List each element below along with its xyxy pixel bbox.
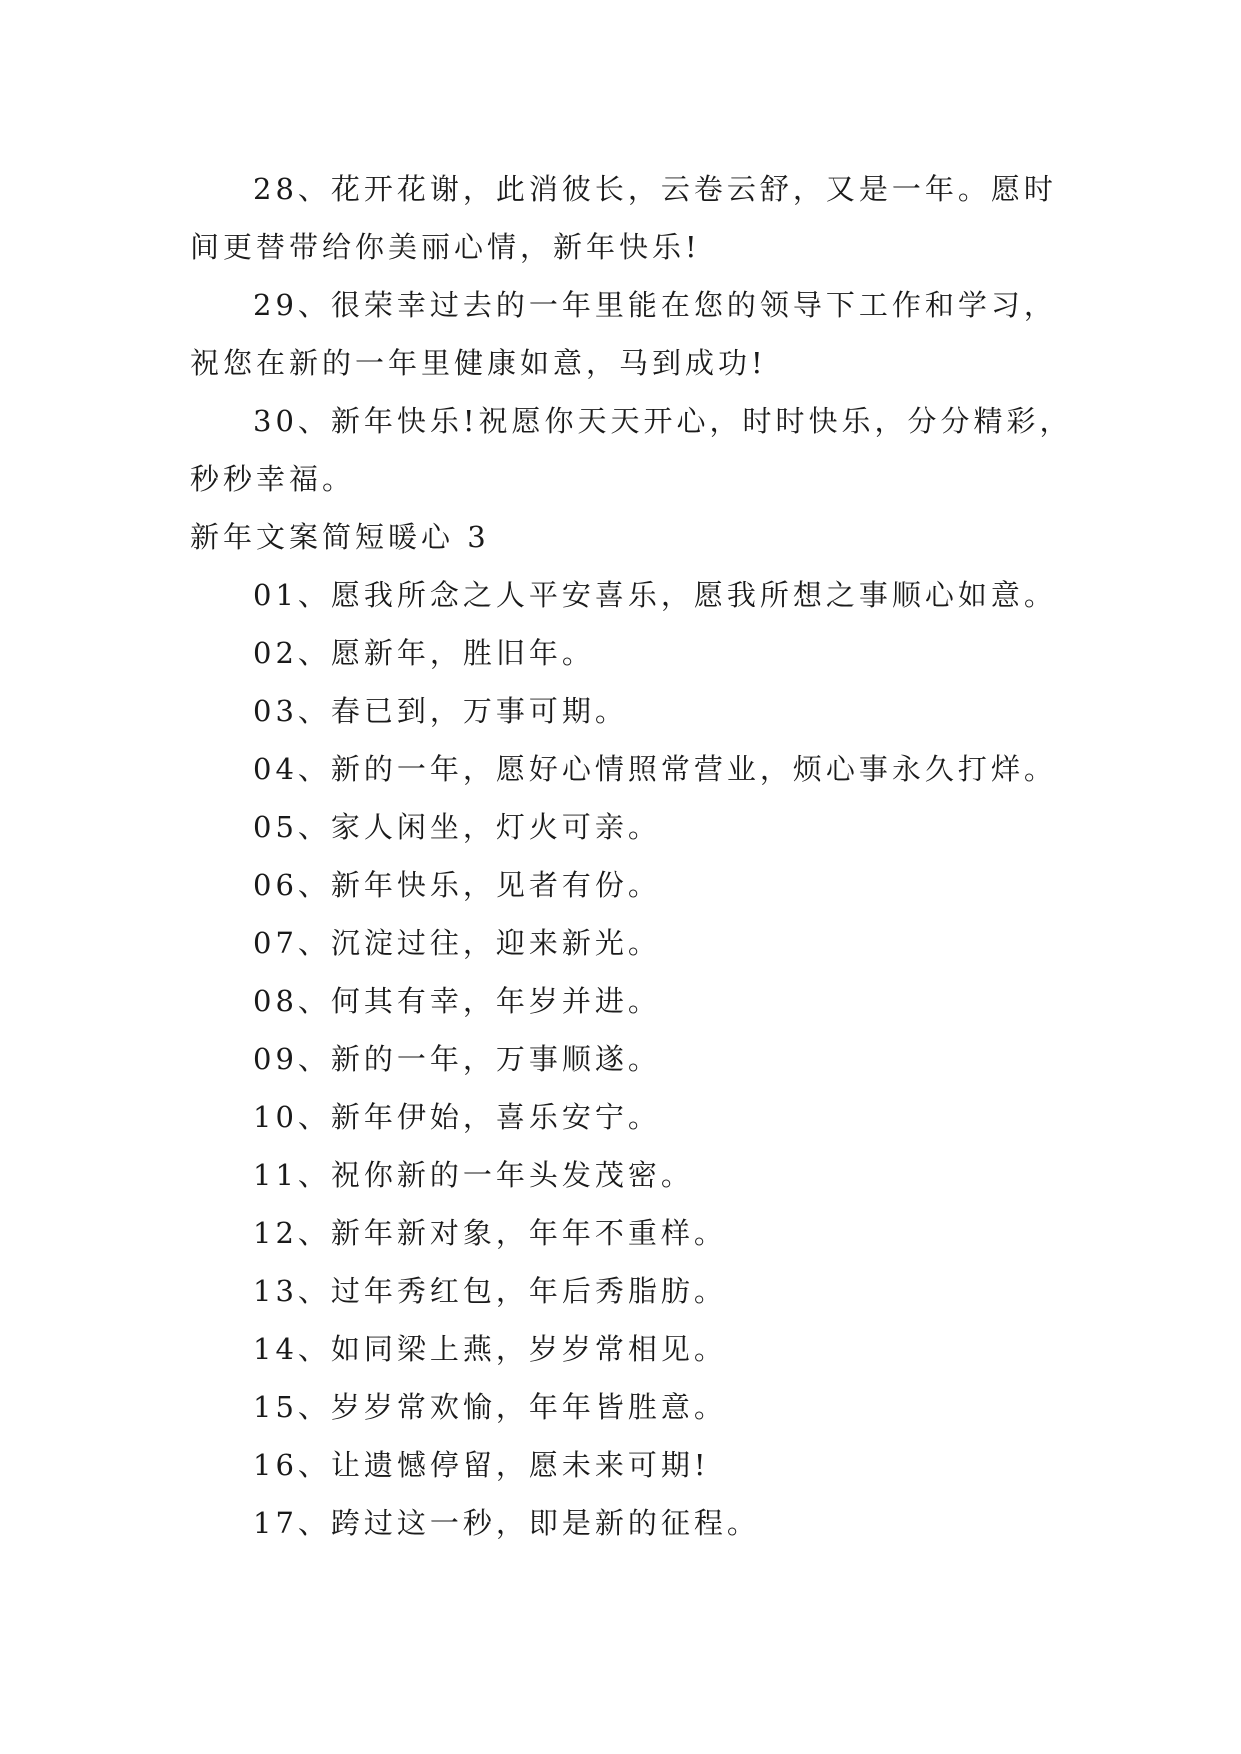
list-item: 15、岁岁常欢愉，年年皆胜意。 xyxy=(253,1390,727,1424)
list-item: 08、何其有幸，年岁并进。 xyxy=(253,984,661,1018)
list-item: 03、春已到，万事可期。 xyxy=(253,694,628,728)
list-item: 14、如同梁上燕，岁岁常相见。 xyxy=(253,1332,727,1366)
list-item: 01、愿我所念之人平安喜乐，愿我所想之事顺心如意。 xyxy=(253,578,1057,612)
list-item: 17、跨过这一秒，即是新的征程。 xyxy=(253,1506,760,1540)
list-item: 05、家人闲坐，灯火可亲。 xyxy=(253,810,661,844)
list-item: 13、过年秀红包，年后秀脂肪。 xyxy=(253,1274,727,1308)
list-item: 10、新年伊始，喜乐安宁。 xyxy=(253,1100,661,1134)
list-item: 04、新的一年，愿好心情照常营业，烦心事永久打烊。 xyxy=(253,752,1057,786)
document-body xyxy=(190,160,1080,1552)
list-item: 12、新年新对象，年年不重样。 xyxy=(253,1216,727,1250)
list-item: 16、让遗憾停留，愿未来可期! xyxy=(253,1448,710,1482)
paragraph-30: 30、新年快乐!祝愿你天天开心，时时快乐，分分精彩，秒秒幸福。 xyxy=(190,404,1073,496)
list-item: 02、愿新年，胜旧年。 xyxy=(253,636,595,670)
list-item: 09、新的一年，万事顺遂。 xyxy=(253,1042,661,1076)
paragraph-28: 28、花开花谢，此消彼长，云卷云舒，又是一年。愿时间更替带给你美丽心情，新年快乐! xyxy=(190,172,1057,264)
section-heading: 新年文案简短暖心 3 xyxy=(190,520,490,554)
paragraph-29: 29、很荣幸过去的一年里能在您的领导下工作和学习，祝您在新的一年里健康如意，马到成功! xyxy=(190,288,1057,380)
list-item: 06、新年快乐，见者有份。 xyxy=(253,868,661,902)
list-item: 07、沉淀过往，迎来新光。 xyxy=(253,926,661,960)
list-item: 11、祝你新的一年头发茂密。 xyxy=(253,1158,694,1192)
